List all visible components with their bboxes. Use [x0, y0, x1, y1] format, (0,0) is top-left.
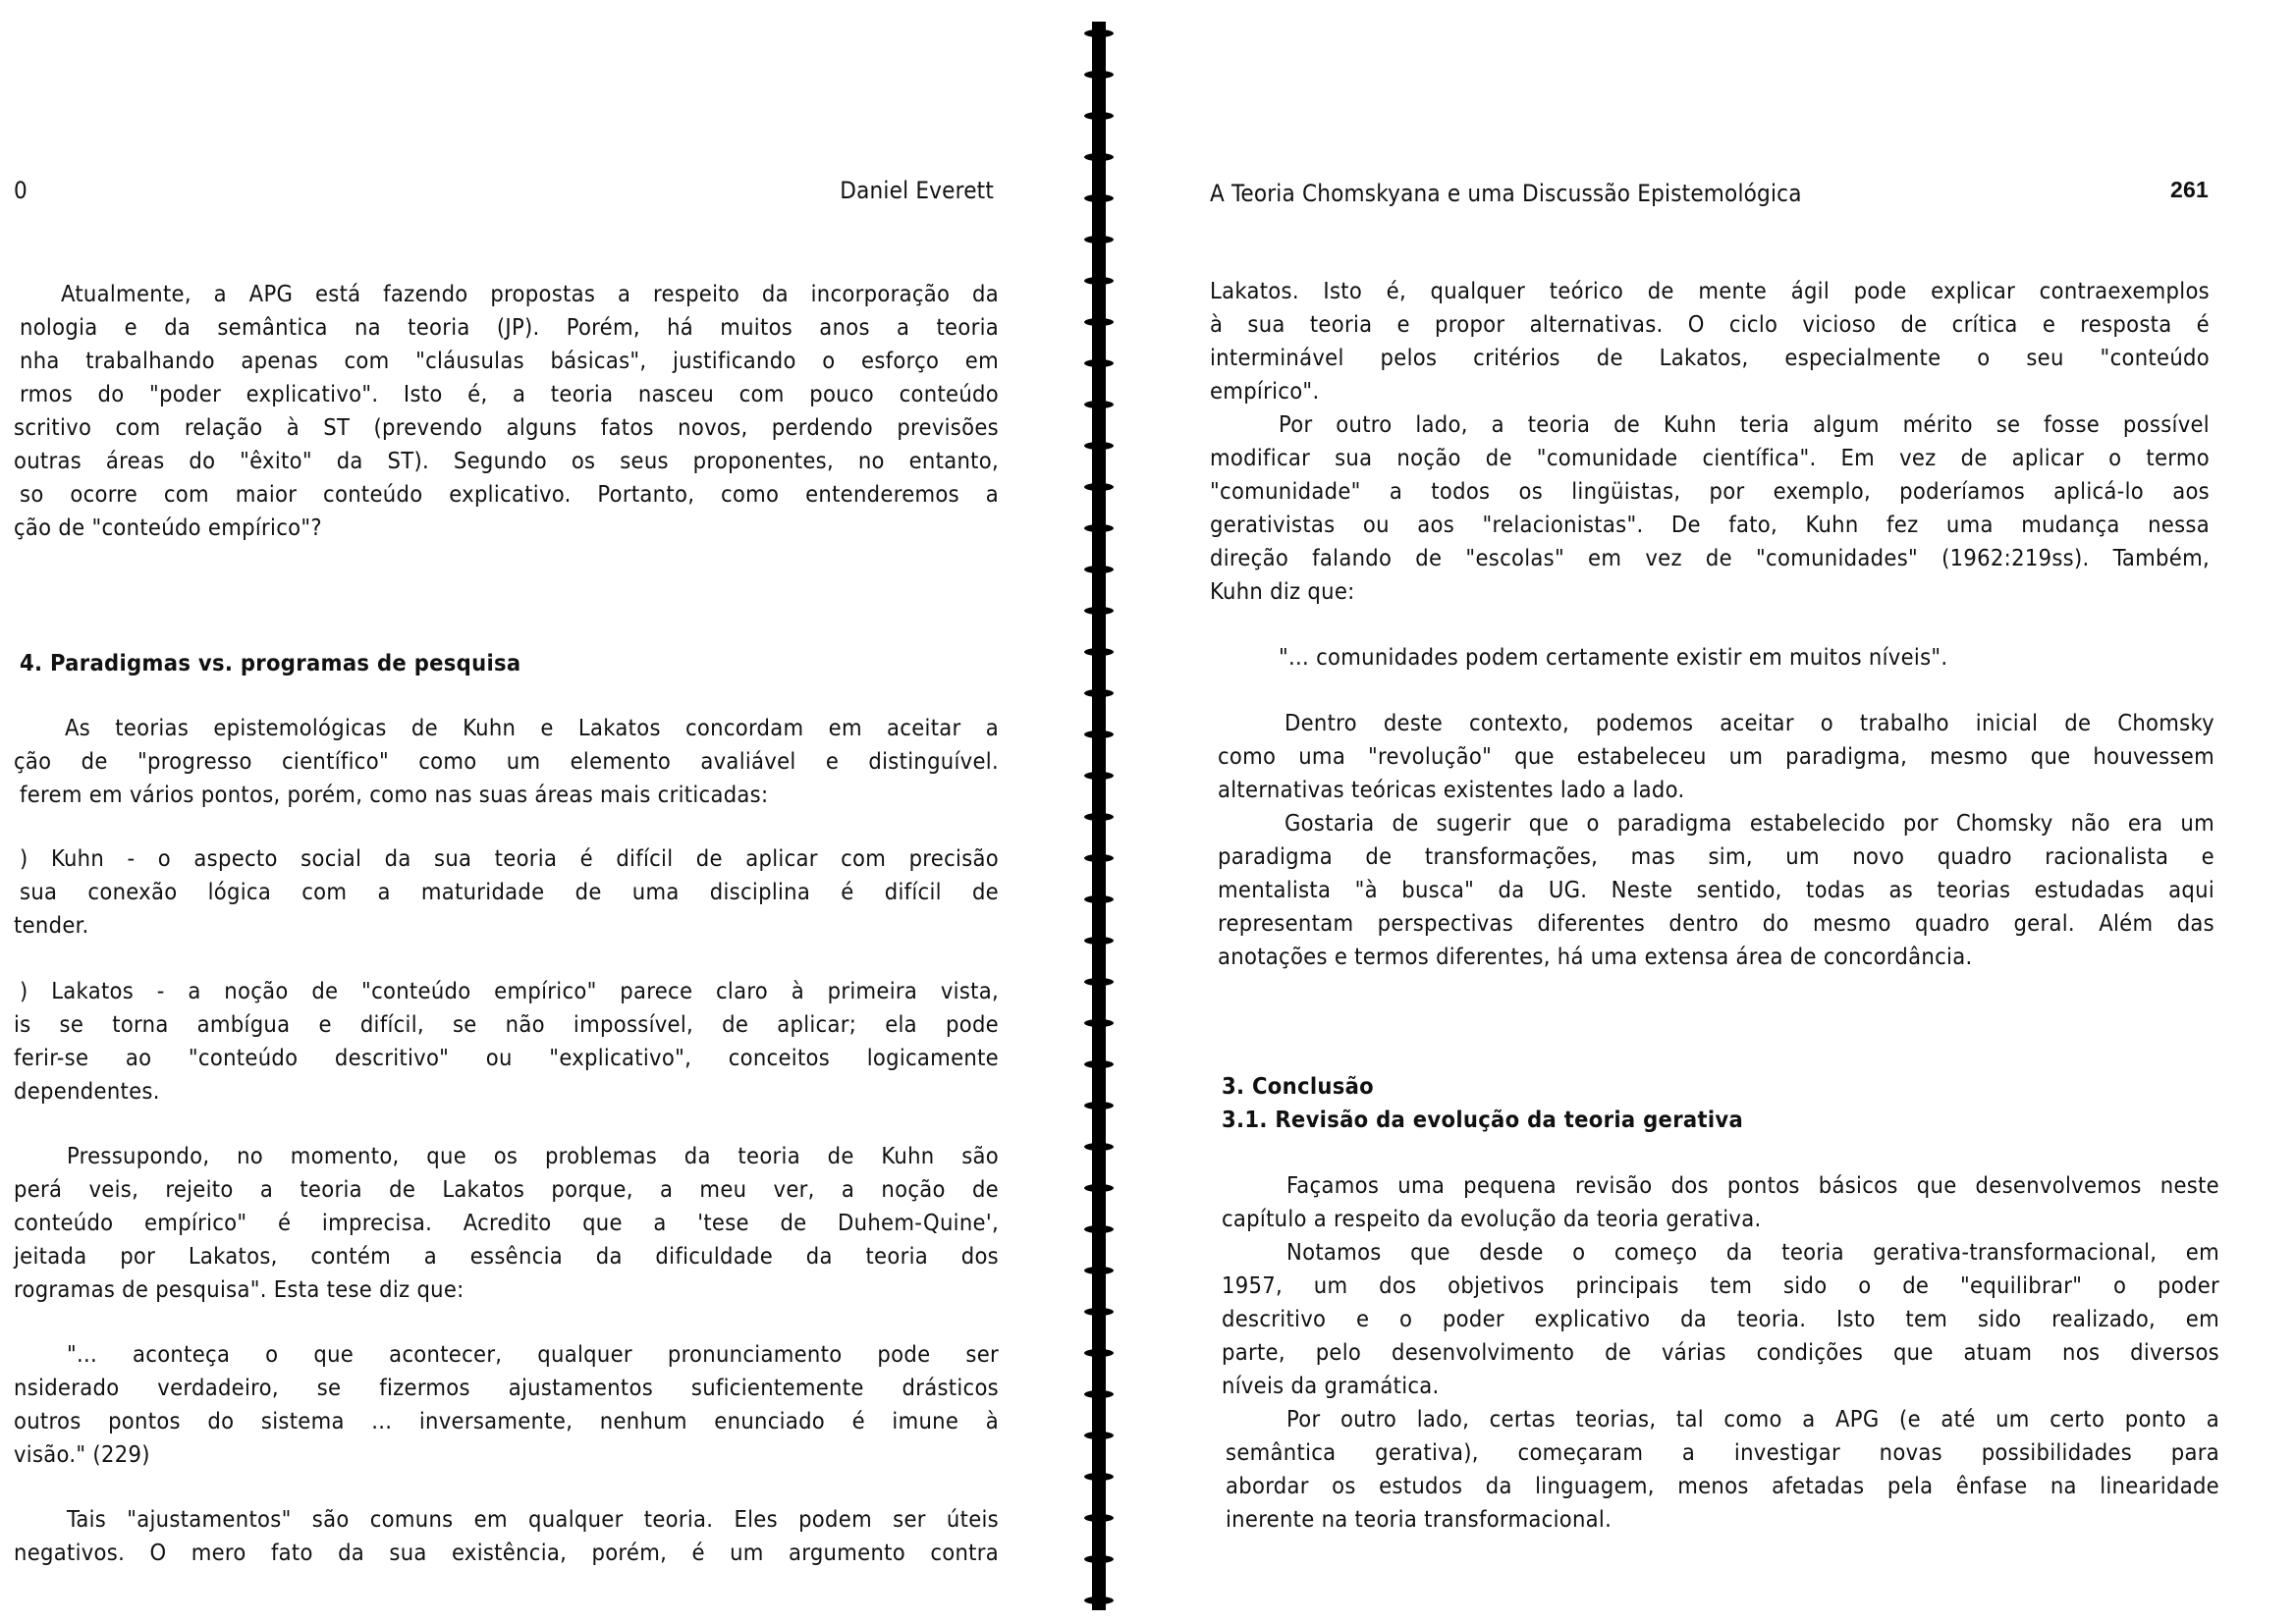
text-line: rmos do "poder explicativo". Isto é, a teoria nasceu com pouco conteúdo	[20, 380, 999, 407]
text-line: níveis da gramática.	[1222, 1372, 1440, 1399]
text-line: abordar os estudos da linguagem, menos afetadas pela ênfase na linearidade	[1226, 1472, 2219, 1499]
text-line: rogramas de pesquisa". Esta tese diz que:	[14, 1275, 465, 1303]
text-line: so ocorre com maior conteúdo explicativo. Portanto, como entenderemos a	[20, 480, 999, 508]
text-line: perá veis, rejeito a teoria de Lakatos porque, a meu ver, a noção de	[14, 1175, 999, 1203]
right-page	[1208, 0, 2229, 1623]
spine-ring	[1084, 1596, 1114, 1604]
spine-ring	[1084, 71, 1114, 79]
spine-ring	[1084, 1432, 1114, 1439]
text-line: "comunidade" a todos os lingüistas, por exemplo, poderíamos aplicá-lo aos	[1210, 477, 2210, 505]
spine-ring	[1084, 1143, 1114, 1151]
spine-ring	[1084, 1308, 1114, 1316]
text-line: gerativistas ou aos "relacionistas". De fato, Kuhn fez uma mudança nessa	[1210, 511, 2210, 538]
spine-ring	[1084, 29, 1114, 37]
text-line: empírico".	[1210, 377, 1320, 405]
subsection-heading: 3.1. Revisão da evolução da teoria gerativa	[1222, 1106, 1744, 1133]
spine-ring	[1084, 730, 1114, 738]
right-page-number: 261	[2170, 177, 2209, 202]
spine-ring	[1084, 524, 1114, 532]
left-running-title: Daniel Everett	[840, 177, 994, 204]
text-line: dependentes.	[14, 1077, 160, 1105]
quote-line: "... aconteça o que acontecer, qualquer pronunciamento pode ser	[67, 1340, 999, 1368]
spine-ring	[1084, 1473, 1114, 1481]
text-line: 1957, um dos objetivos principais tem sido o de "equilibrar" o poder	[1222, 1271, 2219, 1299]
text-line: ferir-se ao "conteúdo descritivo" ou "explicativo", conceitos logicamente	[14, 1044, 999, 1071]
text-line: representam perspectivas diferentes dentro do mesmo quadro geral. Além das	[1218, 909, 2214, 937]
text-line: Pressupondo, no momento, que os problemas da teoria de Kuhn são	[67, 1142, 999, 1169]
spine-ring	[1084, 1225, 1114, 1233]
text-line: nologia e da semântica na teoria (JP). Porém, há muitos anos a teoria	[20, 313, 999, 341]
spine-ring	[1084, 895, 1114, 903]
spine-ring	[1084, 1267, 1114, 1274]
text-line: outras áreas do "êxito" da ST). Segundo os seus proponentes, no entanto,	[14, 447, 999, 474]
text-line: descritivo e o poder explicativo da teoria. Isto tem sido realizado, em	[1222, 1305, 2219, 1332]
spine-ring	[1084, 194, 1114, 202]
text-line: paradigma de transformações, mas sim, um novo quadro racionalista e	[1218, 842, 2214, 870]
text-line: Gostaria de sugerir que o paradigma estabelecido por Chomsky não era um	[1285, 809, 2214, 837]
quote-line: visão." (229)	[14, 1440, 150, 1468]
left-page	[0, 0, 1011, 1623]
text-line: conteúdo empírico" é imprecisa. Acredito que a 'tese de Duhem-Quine',	[14, 1209, 999, 1236]
spine-ring	[1084, 813, 1114, 821]
text-line: capítulo a respeito da evolução da teoria gerativa.	[1222, 1205, 1762, 1232]
text-line: ção de "conteúdo empírico"?	[14, 514, 322, 541]
section-heading: 3. Conclusão	[1222, 1072, 1374, 1100]
text-line: Tais "ajustamentos" são comuns em qualquer teoria. Eles podem ser úteis	[67, 1505, 999, 1533]
left-page-number: 0	[14, 177, 27, 204]
spine-ring	[1084, 359, 1114, 367]
spine-ring	[1084, 153, 1114, 161]
text-line: sua conexão lógica com a maturidade de uma disciplina é difícil de	[20, 878, 999, 905]
spine-ring	[1084, 772, 1114, 780]
text-line: As teorias epistemológicas de Kuhn e Lakatos concordam em aceitar a	[65, 714, 999, 741]
spine-ring	[1084, 854, 1114, 862]
text-line: interminável pelos critérios de Lakatos, especialmente o seu "conteúdo	[1210, 344, 2210, 371]
spine-ring	[1084, 401, 1114, 408]
spine-ring	[1084, 1019, 1114, 1027]
spine-ring	[1084, 978, 1114, 986]
spine-ring	[1084, 236, 1114, 243]
text-line: ) Kuhn - o aspecto social da sua teoria é difícil de aplicar com precisão	[20, 844, 999, 872]
spine-ring	[1084, 1349, 1114, 1357]
spine-ring	[1084, 483, 1114, 491]
spine-ring	[1084, 1184, 1114, 1192]
spine-ring	[1084, 1555, 1114, 1563]
text-line: nha trabalhando apenas com "cláusulas básicas", justificando o esforço em	[20, 347, 999, 374]
text-line: ) Lakatos - a noção de "conteúdo empírico" parece claro à primeira vista,	[20, 977, 999, 1004]
spine-ring	[1084, 1102, 1114, 1109]
spine-ring	[1084, 277, 1114, 285]
spine-ring	[1084, 566, 1114, 573]
text-line: modificar sua noção de "comunidade científica". Em vez de aplicar o termo	[1210, 444, 2210, 471]
spine-ring	[1084, 442, 1114, 450]
text-line: semântica gerativa), começaram a investigar novas possibilidades para	[1226, 1438, 2219, 1466]
quote-line: "... comunidades podem certamente existir em muitos níveis".	[1279, 643, 1948, 671]
spine-ring	[1084, 937, 1114, 945]
text-line: ção de "progresso científico" como um elemento avaliável e distinguível.	[14, 747, 999, 775]
text-line: Atualmente, a APG está fazendo propostas a respeito da incorporação da	[61, 280, 999, 307]
quote-line: nsiderado verdadeiro, se fizermos ajustamentos suficientemente drásticos	[14, 1374, 999, 1401]
text-line: tender.	[14, 911, 89, 939]
text-line: Kuhn diz que:	[1210, 577, 1355, 605]
spine-ring	[1084, 607, 1114, 615]
text-line: anotações e termos diferentes, há uma extensa área de concordância.	[1218, 943, 1973, 970]
right-running-title: A Teoria Chomskyana e uma Discussão Epistemológica	[1210, 180, 1802, 207]
text-line: como uma "revolução" que estabeleceu um paradigma, mesmo que houvessem	[1218, 742, 2214, 770]
spine-ring	[1084, 1514, 1114, 1522]
text-line: direção falando de "escolas" em vez de "comunidades" (1962:219ss). Também,	[1210, 544, 2210, 571]
text-line: Dentro deste contexto, podemos aceitar o trabalho inicial de Chomsky	[1285, 709, 2214, 736]
text-line: alternativas teóricas existentes lado a lado.	[1218, 776, 1685, 803]
text-line: mentalista "à busca" da UG. Neste sentido, todas as teorias estudadas aqui	[1218, 876, 2214, 903]
text-line: Notamos que desde o começo da teoria gerativa-transformacional, em	[1286, 1238, 2219, 1266]
spine-ring	[1084, 689, 1114, 697]
text-line: is se torna ambígua e difícil, se não impossível, de aplicar; ela pode	[14, 1010, 999, 1038]
section-heading: 4. Paradigmas vs. programas de pesquisa	[20, 649, 521, 676]
quote-line: outros pontos do sistema ... inversamente, nenhum enunciado é imune à	[14, 1407, 999, 1434]
text-line: à sua teoria e propor alternativas. O ciclo vicioso de crítica e resposta é	[1210, 310, 2210, 338]
text-line: ferem em vários pontos, porém, como nas suas áreas mais criticadas:	[20, 781, 769, 808]
text-line: Por outro lado, certas teorias, tal como a APG (e até um certo ponto a	[1286, 1405, 2219, 1433]
spine-ring	[1084, 1060, 1114, 1068]
text-line: Façamos uma pequena revisão dos pontos básicos que desenvolvemos neste	[1286, 1171, 2219, 1199]
spine-ring	[1084, 112, 1114, 120]
spine-ring	[1084, 648, 1114, 656]
text-line: scritivo com relação à ST (prevendo alguns fatos novos, perdendo previsões	[14, 413, 999, 441]
text-line: negativos. O mero fato da sua existência, porém, é um argumento contra	[14, 1539, 999, 1566]
spine-ring	[1084, 1390, 1114, 1398]
text-line: jeitada por Lakatos, contém a essência da dificuldade da teoria dos	[14, 1242, 999, 1270]
spine-ring	[1084, 318, 1114, 326]
text-line: parte, pelo desenvolvimento de várias condições que atuam nos diversos	[1222, 1338, 2219, 1366]
text-line: Lakatos. Isto é, qualquer teórico de mente ágil pode explicar contraexemplos	[1210, 277, 2210, 304]
text-line: Por outro lado, a teoria de Kuhn teria algum mérito se fosse possível	[1279, 410, 2210, 438]
text-line: inerente na teoria transformacional.	[1226, 1505, 1613, 1533]
